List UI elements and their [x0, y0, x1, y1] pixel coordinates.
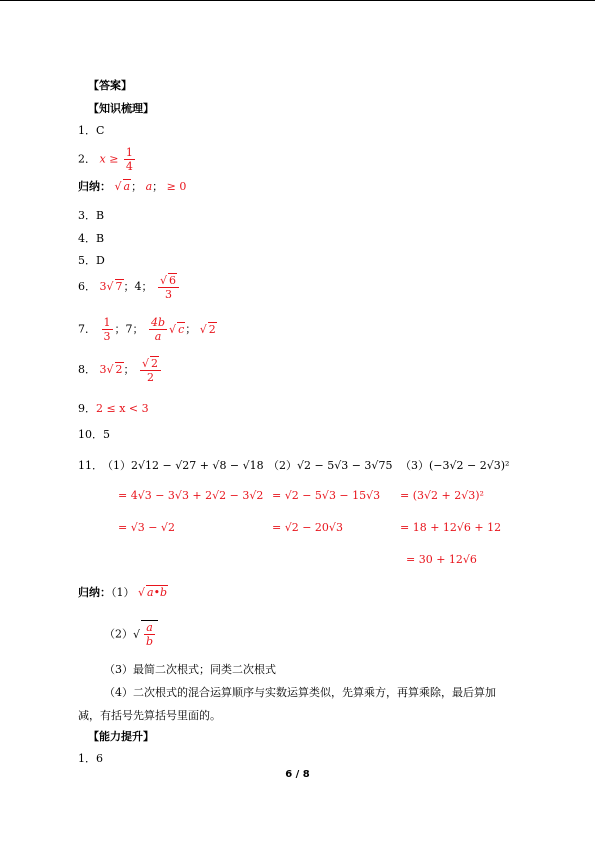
q11-part2-line2: = √2 − 5√3 − 15√3 — [272, 489, 381, 502]
q6: 6． 3√ 7；4； $\frac{√ 6}{3}$ — [78, 273, 181, 301]
q11-part1-line1: （1）2√12 − √27 + √8 − √18 — [102, 459, 264, 472]
answer-heading: 【答案】 — [88, 79, 132, 92]
knowledge-heading: 【知识梳理】 — [88, 102, 154, 115]
q3: 3．B — [78, 209, 105, 222]
page-number: 6 / 8 — [285, 769, 310, 780]
top-rule — [0, 0, 595, 1]
q4: 4．B — [78, 232, 105, 245]
q7: 7． $\frac{1}{3}$ ；7； $\frac{4b}{a}$ √ c； √ 2 — [78, 316, 216, 343]
summary2-item1: 归纳：（1） √ a•b — [78, 586, 168, 599]
q11-part2-line1: （2）√2 − 5√3 − 3√75 — [268, 459, 393, 472]
q2: 2． x ≥ $\frac{1}{4}$ — [78, 146, 133, 173]
q11-part2-line3: = √2 − 20√3 — [272, 521, 343, 534]
q11-part3-line3: = 18 + 12√6 + 12 — [400, 521, 502, 534]
summary2-item3: （3）最简二次根式；同类二次根式 — [104, 663, 276, 676]
q11-part3-line2: = (3√2 + 2√3)² — [400, 489, 484, 502]
ability-heading: 【能力提升】 — [88, 730, 154, 743]
q8: 8． 3√ 2； $\frac{√ 2}{2}$ — [78, 356, 163, 384]
summary1: 归纳： √ a； a； ≥ 0 — [78, 180, 187, 193]
summary2-item4-line1: （4）二次根式的混合运算顺序与实数运算类似，先算乘方，再算乘除，最后算加 — [104, 686, 496, 699]
q11-part3-line4: = 30 + 12√6 — [406, 553, 477, 566]
summary2-item4-line2: 减，有括号先算括号里面的。 — [78, 709, 221, 722]
q11-part1-line2: = 4√3 − 3√3 + 2√2 − 3√2 — [118, 489, 264, 502]
q9: 9．2 ≤ x < 3 — [78, 402, 149, 415]
q2-fraction: $\frac{1}{4}$ — [125, 146, 133, 173]
ability-q1: 1．6 — [78, 752, 103, 765]
q5: 5．D — [78, 254, 105, 267]
q10: 10．5 — [78, 428, 110, 441]
q11-part3-line1: （3）(−3√2 − 2√3)² — [400, 459, 510, 472]
q11-number: 11． — [78, 459, 103, 472]
q1: 1．C — [78, 124, 105, 137]
q11-part1-line3: = √3 − √2 — [118, 521, 175, 534]
summary2-item2: （2）√ $\frac{a}{b}$ — [104, 620, 158, 648]
